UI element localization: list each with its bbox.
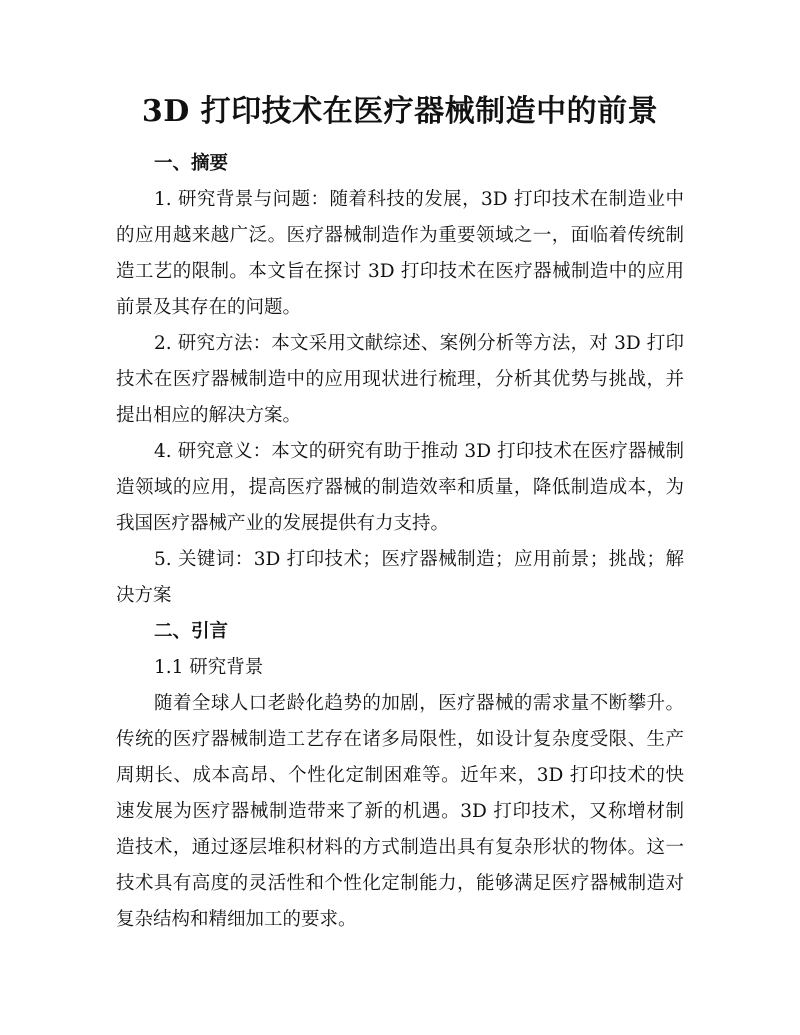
section-heading-introduction: 二、引言	[154, 621, 229, 642]
introduction-paragraph: 随着全球人口老龄化趋势的加剧，医疗器械的需求量不断攀升。传统的医疗器械制造工艺存在诸多局限性，如设计复杂度受限、生产周期长、成本高昂、个性化定制困难等。近年来，3D 打印技术的快速发展为医疗器械制造带来了新的机遇。3D 打印技术，又称增材制造技术，通过逐层堆积材料的方式制造出具有复杂形状的物体。这一技术具有高度的灵活性和个性化定制能力，能够满足医疗器械制造对复杂结构和精细加工的要求。	[116, 693, 684, 930]
section-heading-abstract: 一、摘要	[154, 153, 229, 174]
document-body	[116, 146, 684, 938]
abstract-paragraph-keywords: 5. 关键词：3D 打印技术；医疗器械制造；应用前景；挑战；解决方案	[116, 549, 684, 606]
document-title: 3D 打印技术在医疗器械制造中的前景	[141, 94, 659, 129]
abstract-paragraph-method: 2. 研究方法：本文采用文献综述、案例分析等方法，对 3D 打印技术在医疗器械制造中的应用现状进行梳理，分析其优势与挑战，并提出相应的解决方案。	[116, 333, 684, 426]
abstract-paragraph-significance: 4. 研究意义：本文的研究有助于推动 3D 打印技术在医疗器械制造领域的应用，提高医疗器械的制造效率和质量，降低制造成本，为我国医疗器械产业的发展提供有力支持。	[116, 441, 684, 534]
abstract-paragraph-background: 1. 研究背景与问题：随着科技的发展，3D 打印技术在制造业中的应用越来越广泛。医疗器械制造作为重要领域之一，面临着传统制造工艺的限制。本文旨在探讨 3D 打印技术在医疗器械制造中的应用前景及其存在的问题。	[116, 189, 684, 318]
subsection-heading-research-background: 1.1 研究背景	[154, 657, 264, 678]
